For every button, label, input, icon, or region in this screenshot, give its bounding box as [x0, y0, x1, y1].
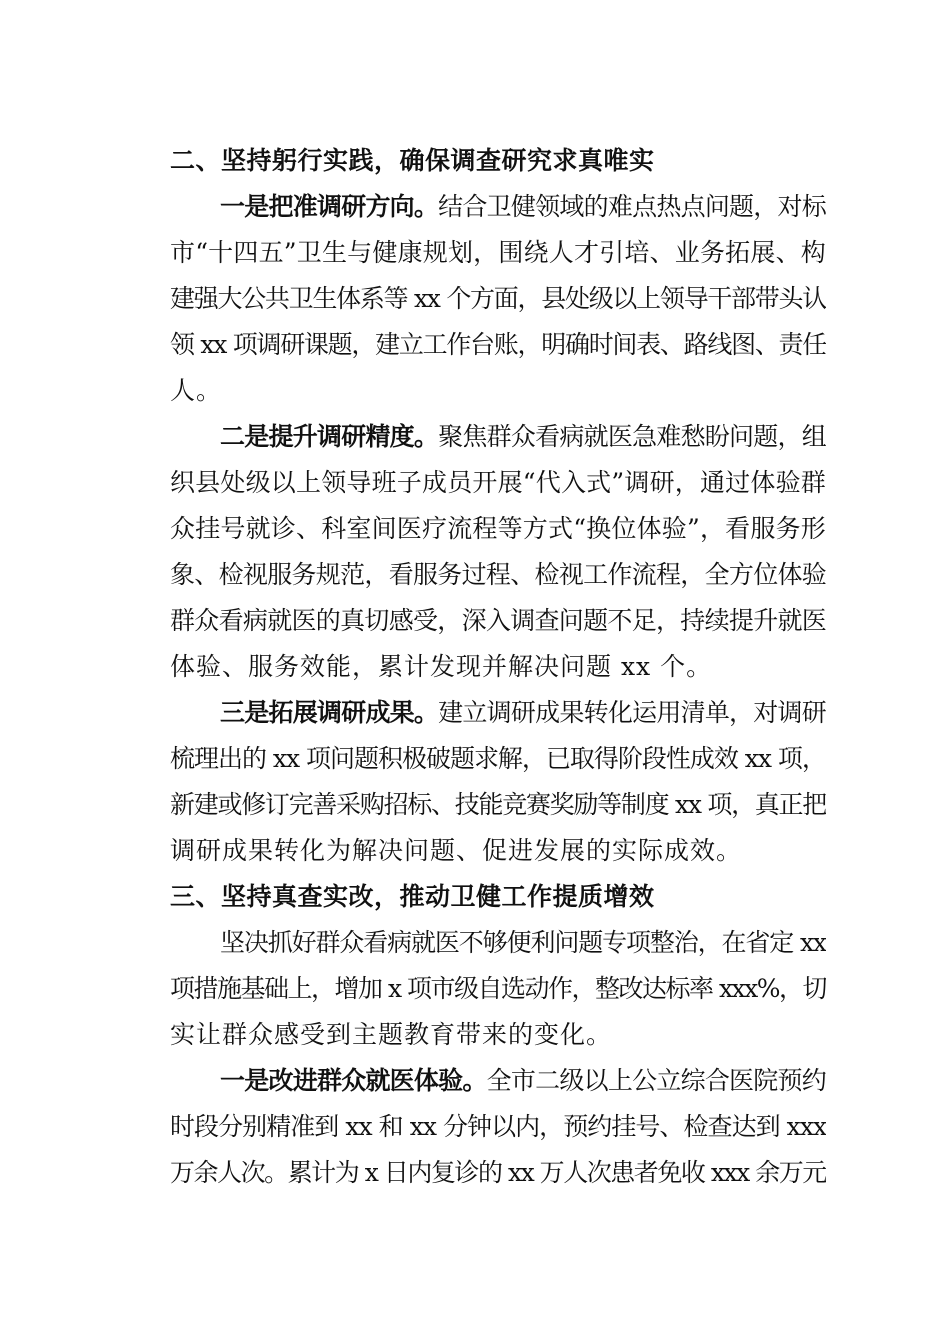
paragraph-line: 群众看病就医的真切感受，深入调查问题不足，持续提升就医 — [170, 606, 826, 635]
paragraph-line: 建强大公共卫生体系等 xx 个方面，县处级以上领导干部带头认 — [170, 284, 826, 313]
paragraph-line — [120, 920, 826, 966]
paragraph-line: 市“十四五”卫生与健康规划，围绕人才引培、业务拓展、构 — [170, 238, 826, 267]
paragraph-research-results — [120, 690, 826, 874]
paragraph-lead: 一是把准调研方向。 — [220, 192, 439, 221]
paragraph-line: 实让群众感受到主题教育带来的变化。 — [170, 1020, 613, 1049]
paragraph-line: 人。 — [170, 376, 223, 405]
line-text: 结合卫健领域的难点热点问题，对标 — [438, 192, 826, 221]
paragraph-lead: 三是拓展调研成果。 — [220, 698, 439, 727]
paragraph-lead: 二是提升调研精度。 — [220, 422, 439, 451]
paragraph-line: 调研成果转化为解决问题、促进发展的实际成效。 — [170, 836, 743, 865]
paragraph-rectification — [120, 920, 826, 1058]
line-text: 聚焦群众看病就医急难愁盼问题，组 — [438, 422, 826, 451]
paragraph-research-precision — [120, 414, 826, 690]
line-text: 建立调研成果转化运用清单，对调研 — [438, 698, 826, 727]
paragraph-line: 象、检视服务规范，看服务过程、检视工作流程，全方位体验 — [170, 560, 826, 589]
paragraph-line: 织县处级以上领导班子成员开展“代入式”调研，通过体验群 — [170, 468, 826, 497]
paragraph-line: 时段分别精准到 xx 和 xx 分钟以内，预约挂号、检查达到 xxx — [170, 1112, 826, 1141]
line-text: 坚决抓好群众看病就医不够便利问题专项整治，在省定 xx — [220, 928, 826, 957]
paragraph-line — [120, 1058, 826, 1104]
paragraph-patient-experience — [120, 1058, 826, 1196]
paragraph-line: 新建或修订完善采购招标、技能竞赛奖励等制度 xx 项，真正把 — [170, 790, 826, 819]
paragraph-line — [120, 690, 826, 736]
paragraph-lead: 一是改进群众就医体验。 — [220, 1066, 487, 1095]
line-text: 全市二级以上公立综合医院预约 — [486, 1066, 826, 1095]
paragraph-line: 体验、服务效能，累计发现并解决问题 xx 个。 — [170, 652, 713, 681]
paragraph-line: 众挂号就诊、科室间医疗流程等方式“换位体验”，看服务形 — [170, 514, 826, 543]
paragraph-research-direction — [120, 184, 826, 414]
paragraph-line — [120, 184, 826, 230]
paragraph-line: 领 xx 项调研课题，建立工作台账，明确时间表、路线图、责任 — [170, 330, 826, 359]
section-heading-3: 三、坚持真查实改，推动卫健工作提质增效 — [170, 882, 655, 911]
paragraph-line: 项措施基础上，增加 x 项市级自选动作，整改达标率 xxx%，切 — [170, 974, 826, 1003]
paragraph-line — [120, 414, 826, 460]
document-body — [120, 138, 826, 1196]
paragraph-line: 梳理出的 xx 项问题积极破题求解，已取得阶段性成效 xx 项， — [170, 744, 826, 773]
section-heading-2: 二、坚持躬行实践，确保调查研究求真唯实 — [170, 146, 655, 175]
paragraph-line: 万余人次。累计为 x 日内复诊的 xx 万人次患者免收 xxx 余万元 — [170, 1158, 826, 1187]
